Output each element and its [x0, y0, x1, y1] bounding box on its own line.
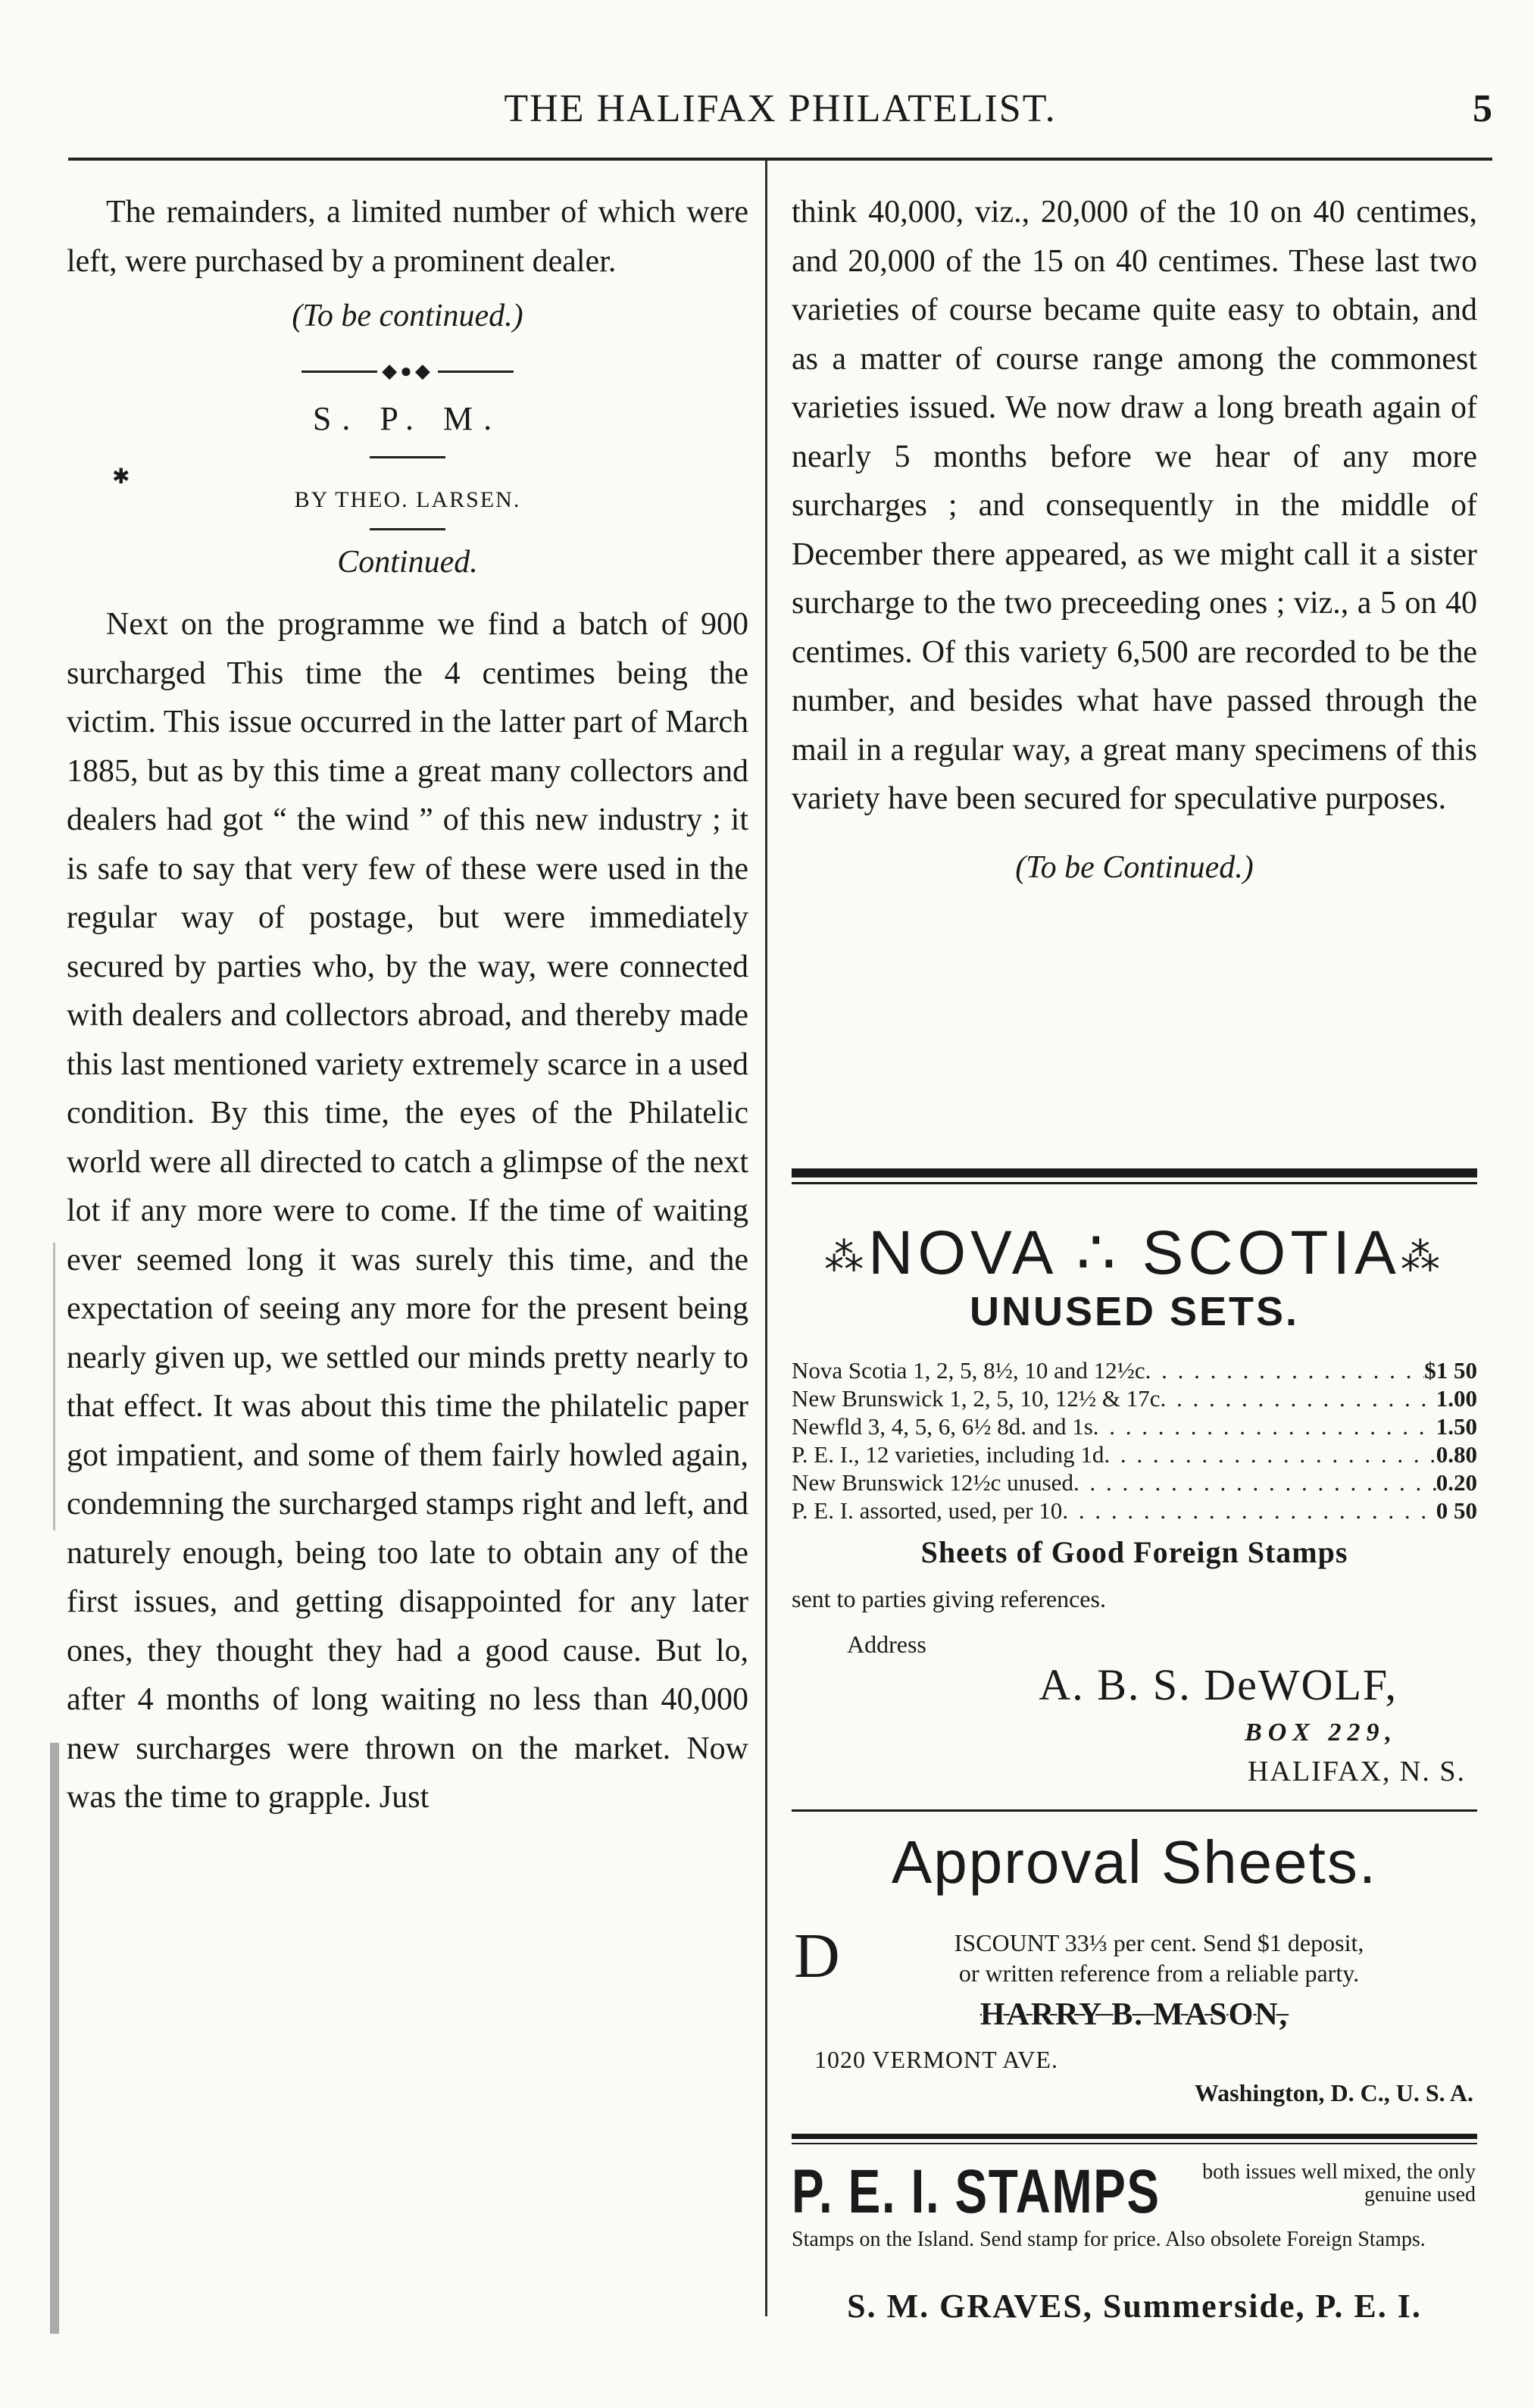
flourish-left-icon: ⁂	[824, 1235, 869, 1280]
price-value: $1 50	[1424, 1357, 1477, 1384]
ad-rule-heavy	[792, 1168, 1477, 1177]
leader-dots	[1073, 1468, 1436, 1496]
opening-paragraph: The remainders, a limited number of which were left, were purchased by a prominent dealer.	[67, 195, 748, 279]
flourish-right-icon: ⁂	[1400, 1235, 1445, 1280]
price-item: P. E. I. assorted, used, per 10	[792, 1497, 1063, 1524]
dealer-box: BOX 229,	[1245, 1718, 1398, 1747]
ad-rule-approval	[792, 1809, 1477, 1812]
nova-scotia-title-text: NOVA ∴ SCOTIA	[868, 1218, 1401, 1287]
discount-line-2: or written reference from a reliable party.	[958, 1959, 1360, 1987]
mason-city: Washington, D. C., U. S. A.	[1194, 2079, 1473, 2106]
nova-scotia-ad-title	[792, 1217, 1477, 1289]
dealer-name-dewolf: A. B. S. DeWOLF,	[1039, 1660, 1398, 1709]
to-be-continued-note: (To be continued.)	[292, 299, 523, 333]
byline-rule	[370, 528, 445, 530]
discount-line-1: ISCOUNT 33⅓ per cent. Send $1 deposit,	[954, 1929, 1364, 1956]
article-byline: BY THEO. LARSEN.	[294, 487, 521, 512]
right-column	[792, 188, 1477, 886]
page-number: 5	[1473, 87, 1492, 130]
price-item: New Brunswick 1, 2, 5, 10, 12½ & 17c	[792, 1385, 1161, 1412]
main-paragraph: Next on the programme we find a batch of 900 surcharged This time the 4 centimes being the victim. This issue occurred in the latter part of March 1885, but as by this time a great many collectors and dealers had got “ the wind ” of this new industry ; it is safe to say that very few of these were used in the regular way of postage, but were immediately secured by parties who, by the way, were connected with dealers and collectors abroad, and thereby made this last mentioned variety extremely scarce in a used condition. By this time, the eyes of the Philatelic world were all directed to catch a glimpse of the next lot if any more were to come. If the time of waiting ever seemed long it was surely this time, and the expectation of seeing any more for the present being nearly given up, we settled our minds pretty nearly to that effect. It was about this time the philatelic paper got impatient, and some of them fairly howled again, condemning the surcharged stamps right and left, and naturely enough, being too late to obtain any of the first issues, and getting disappointed for any later ones, they thought they had a good cause. But lo, after 4 months of long waiting no less than 40,000 new surcharges were thrown on the market. Now was the time to grapple. Just	[67, 607, 748, 1815]
unused-sets-subtitle: UNUSED SETS.	[969, 1289, 1300, 1334]
ad-rule-pei-heavy	[792, 2134, 1477, 2139]
drop-cap: D	[794, 1921, 840, 1991]
title-rule	[370, 456, 445, 458]
sheets-subtext: sent to parties giving references.	[792, 1585, 1106, 1612]
dealer-graves: S. M. GRAVES, Summerside, P. E. I.	[847, 2288, 1422, 2325]
to-be-continued-note-right: (To be Continued.)	[1015, 849, 1254, 885]
price-row	[792, 1440, 1477, 1468]
price-item: Newfld 3, 4, 5, 6, 6½ 8d. and 1s	[792, 1413, 1093, 1440]
price-list	[792, 1356, 1477, 1525]
price-value: 0.20	[1436, 1469, 1477, 1496]
leader-dots	[1145, 1356, 1425, 1384]
price-value: 1.00	[1436, 1385, 1477, 1412]
article-title: S. P. M.	[312, 400, 503, 437]
leader-dots	[1160, 1384, 1436, 1412]
column-divider	[765, 161, 767, 2316]
section-ornament	[67, 360, 748, 383]
price-value: 0.80	[1436, 1441, 1477, 1468]
discount-text	[841, 1928, 1477, 1988]
leader-dots	[1093, 1412, 1436, 1440]
mason-street: 1020 VERMONT AVE.	[814, 2046, 1058, 2073]
asterisk-mark-icon: ✱	[112, 465, 130, 489]
continued-label: Continued.	[337, 545, 478, 580]
price-value: 1.50	[1436, 1413, 1477, 1440]
price-item: New Brunswick 12½c unused	[792, 1469, 1073, 1496]
pei-stamps-title: P. E. I. STAMPS	[792, 2157, 1161, 2226]
price-row	[792, 1356, 1477, 1384]
address-label: Address	[847, 1631, 926, 1658]
pei-side-note: both issues well mixed, the only genuine used	[1202, 2160, 1476, 2206]
header-rule	[68, 158, 1492, 161]
price-row	[792, 1412, 1477, 1440]
ornament-line-left	[301, 371, 377, 373]
running-title: THE HALIFAX PHILATELIST.	[504, 87, 1057, 130]
margin-shadow-lower	[50, 1743, 59, 2334]
pei-body-text: Stamps on the Island. Send stamp for price. Also obsolete Foreign Stamps.	[792, 2228, 1426, 2251]
leader-dots	[1062, 1496, 1436, 1525]
ad-rule-thin	[792, 1182, 1477, 1184]
page-header	[68, 82, 1492, 142]
ornament-diamonds-icon: ◆●◆	[382, 360, 433, 382]
ad-rule-pei-thin	[792, 2143, 1477, 2144]
price-row	[792, 1384, 1477, 1412]
price-item: P. E. I., 12 varieties, including 1d	[792, 1441, 1104, 1468]
price-row	[792, 1468, 1477, 1496]
ornament-line-right	[438, 371, 514, 373]
continuation-paragraph: think 40,000, viz., 20,000 of the 10 on 40 centimes, and 20,000 of the 15 on 40 centimes. These last two varieties of course became quite easy to obtain, and as a matter of course range among the commonest varieties issued. We now draw a long breath again of nearly 5 months before we hear of any more surcharges ; and consequently in the middle of December there appeared, as we might call it a sister surcharge to the two preceeding ones ; viz., a 5 on 40 centimes. Of this variety 6,500 are recorded to be the number, and besides what have passed through the mail in a regular way, a great many specimens of this variety have been secured for speculative purposes.	[792, 195, 1477, 816]
margin-shadow-upper	[53, 1243, 55, 1531]
price-value: 0 50	[1436, 1497, 1477, 1524]
left-column	[67, 188, 748, 1822]
price-row	[792, 1496, 1477, 1525]
leader-dots	[1104, 1440, 1436, 1468]
sheets-heading: Sheets of Good Foreign Stamps	[920, 1535, 1348, 1569]
dealer-name-mason: HARRY B. MASON,	[979, 1997, 1289, 2032]
price-item: Nova Scotia 1, 2, 5, 8½, 10 and 12½c	[792, 1357, 1145, 1384]
approval-sheets-title: Approval Sheets.	[891, 1828, 1378, 1896]
dealer-city: HALIFAX, N. S.	[1247, 1756, 1466, 1787]
